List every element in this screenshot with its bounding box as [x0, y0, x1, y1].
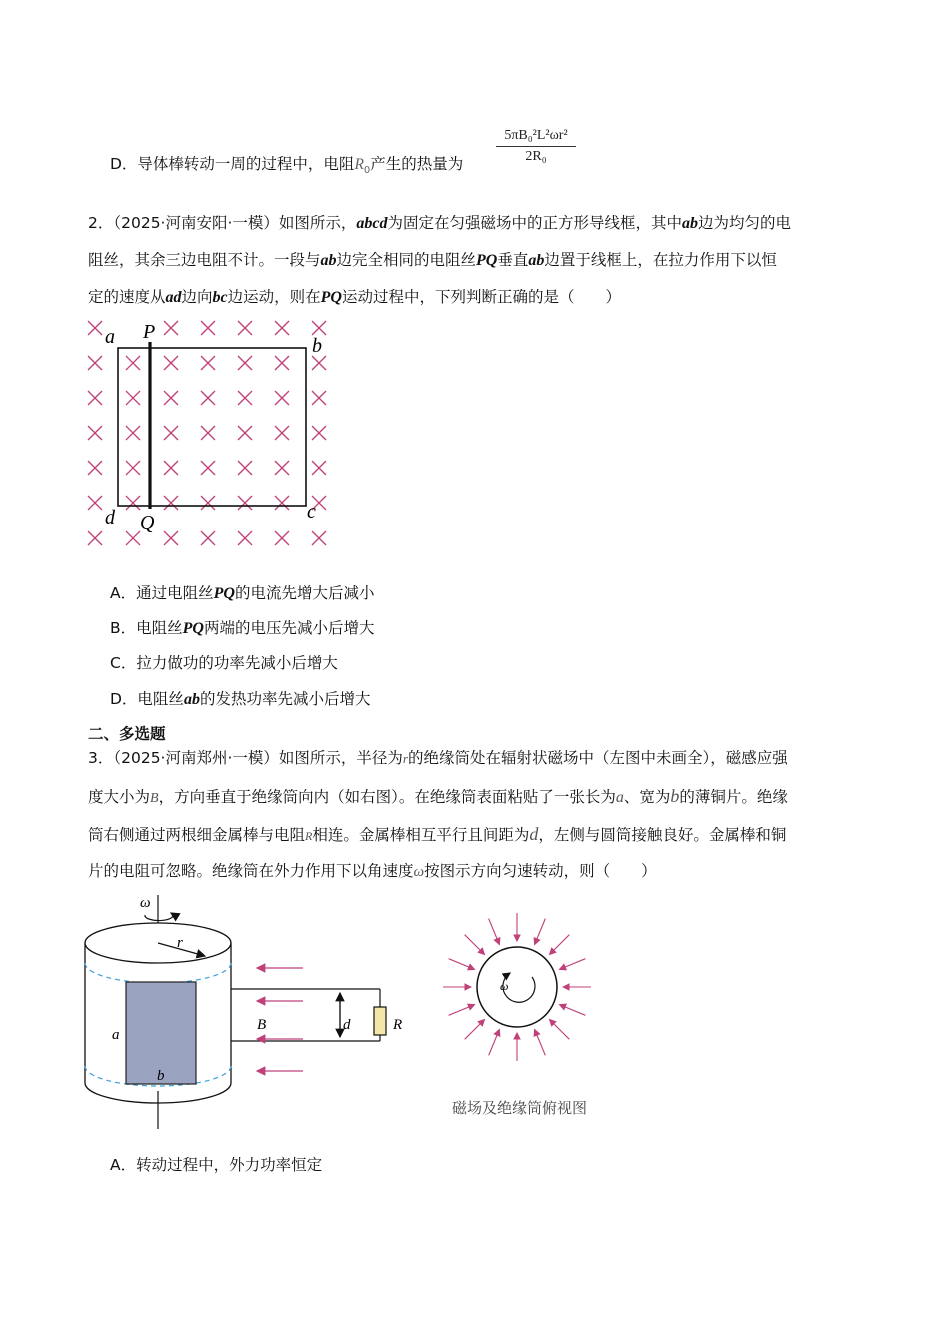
rotation-arrow-icon	[145, 913, 173, 921]
q2-var: ad	[165, 289, 182, 306]
cylinder-top-view	[477, 947, 557, 1027]
q2-line-3	[88, 286, 621, 309]
q3-var: B	[150, 791, 159, 806]
label-d: d	[343, 1017, 351, 1033]
label-R: R	[393, 1017, 403, 1033]
q1-heat-denominator: 2R₀	[525, 149, 547, 164]
q3-text: 筒右侧通过两根细金属棒与电阻	[88, 826, 306, 844]
radial-field-arrow	[559, 1005, 585, 1016]
q3-text: 片的电阻可忽略。绝缘筒在外力作用下以角速度	[88, 862, 414, 880]
radial-field-arrow	[559, 959, 585, 970]
q1-option-d-symbol: R	[354, 156, 364, 173]
option-var: PQ	[182, 620, 204, 637]
option-text: 的电流先增大后减小	[234, 584, 375, 602]
q2-text: 2．（2025·河南安阳·一模）如图所示，	[88, 214, 357, 232]
option-text: B．电阻丝	[110, 619, 183, 637]
q2-text: 边完全相同的电阻丝	[336, 251, 477, 269]
q3-text: 的薄铜片。绝缘	[679, 788, 788, 806]
q3-var: d	[529, 824, 539, 844]
option-text: C．拉力做功的功率先减小后增大	[110, 654, 338, 672]
q2-var: ab	[320, 252, 337, 269]
option-text: 两端的电压先减小后增大	[203, 619, 375, 637]
q2-var: ab	[682, 215, 699, 232]
q3-text: ，左侧与圆筒接触良好。金属棒和铜	[538, 826, 787, 844]
q3-text: 3．（2025·河南郑州·一模）如图所示，半径为	[88, 749, 403, 767]
section-title: 二、多选题	[88, 725, 166, 743]
q2-text: 边为均匀的电	[698, 214, 792, 232]
q3-text: ，方向垂直于绝缘筒向内（如右图）。在绝缘筒表面粘贴了一张长为	[158, 788, 616, 806]
q2-line-1	[88, 212, 791, 235]
q2-text: 为固定在匀强磁场中的正方形导线框，其中	[387, 214, 683, 232]
q2-text: 垂直	[497, 251, 529, 269]
q1-option-d-sub: 0	[363, 165, 371, 177]
q3-var: ω	[413, 864, 425, 880]
q1-option-d	[110, 153, 463, 182]
label-p: P	[143, 321, 156, 343]
radial-field-arrow	[465, 935, 485, 955]
label-omega-top: ω	[500, 979, 509, 993]
q3-cylinder-figure	[85, 893, 430, 1133]
q2-text: 定的速度从	[88, 288, 166, 306]
q2-var: ab	[528, 252, 545, 269]
option-var: ab	[183, 691, 200, 708]
q2-var: PQ	[320, 289, 342, 306]
q3-var: R	[305, 829, 313, 843]
label-a: a	[105, 326, 115, 348]
option-text: A．通过电阻丝	[110, 584, 214, 602]
q3-line-1	[88, 747, 788, 770]
radial-field-arrow	[535, 1029, 546, 1055]
label-a: a	[112, 1027, 120, 1043]
q3-text: 相连。金属棒相互平行且间距为	[312, 826, 530, 844]
radial-field-arrow	[550, 935, 570, 955]
label-q: Q	[140, 512, 155, 534]
q2-var: bc	[212, 289, 228, 306]
q3-top-view-figure	[440, 905, 590, 1055]
magnetic-field-crosses	[88, 321, 326, 545]
label-b: b	[157, 1068, 165, 1084]
q2-text: 运动过程中，下列判断正确的是（ ）	[341, 288, 621, 306]
q2-text: 边运动，则在	[227, 288, 321, 306]
label-r: r	[177, 935, 183, 951]
q3-line-2	[88, 785, 788, 810]
option-text: D．电阻丝	[110, 690, 184, 708]
radial-field-arrow	[465, 1020, 485, 1040]
label-omega: ω	[140, 895, 151, 911]
q3-var: a	[615, 789, 624, 806]
q1-option-d-prefix: D．导体棒转动一周的过程中，电阻	[110, 155, 355, 173]
q2-option-b	[110, 617, 374, 640]
q2-option-c	[110, 652, 338, 674]
radial-field-arrow	[449, 959, 475, 970]
q3-var: r	[402, 751, 408, 766]
q2-option-a	[110, 582, 374, 605]
radial-field-arrow	[550, 1020, 570, 1040]
label-B: B	[257, 1017, 267, 1033]
q1-heat-numerator: 5πB₀²L²ωr²	[504, 128, 568, 143]
q2-var: PQ	[476, 252, 498, 269]
q2-var: abcd	[356, 215, 388, 232]
q3-line-4	[88, 860, 657, 883]
radial-field-arrow	[489, 1029, 500, 1055]
q3-text: 度大小为	[88, 788, 151, 806]
q3-option-a: A．转动过程中，外力功率恒定	[110, 1156, 323, 1174]
upper-dashed-band	[85, 963, 231, 983]
radial-field-arrow	[489, 919, 500, 945]
q2-line-2	[88, 249, 777, 272]
q3-text: 的绝缘筒处在辐射状磁场中（左图中未画全），磁感应强	[407, 749, 788, 767]
q3-text: 按图示方向匀速转动，则（ ）	[424, 862, 657, 880]
top-view-caption: 磁场及绝缘筒俯视图	[452, 1099, 588, 1117]
resistor	[374, 1007, 386, 1035]
q2-figure	[85, 318, 335, 550]
label-b: b	[312, 335, 322, 357]
q3-var: b	[670, 786, 680, 806]
q1-heat-fraction	[496, 128, 576, 165]
q3-text: 、宽为	[623, 788, 671, 806]
q2-option-d	[110, 688, 370, 711]
label-c: c	[307, 501, 316, 523]
q3-line-3	[88, 823, 786, 847]
radial-field-arrow	[449, 1005, 475, 1016]
label-d: d	[105, 507, 115, 529]
option-text: 的发热功率先减小后增大	[199, 690, 371, 708]
q1-option-d-suffix: 产生的热量为	[370, 155, 464, 173]
q2-text: 阻丝，其余三边电阻不计。一段与	[88, 251, 321, 269]
option-var: PQ	[213, 585, 235, 602]
q2-text: 边置于线框上，在拉力作用下以恒	[544, 251, 777, 269]
wire-frame	[118, 348, 306, 506]
q2-text: 边向	[181, 288, 213, 306]
radial-field-arrow	[535, 919, 546, 945]
